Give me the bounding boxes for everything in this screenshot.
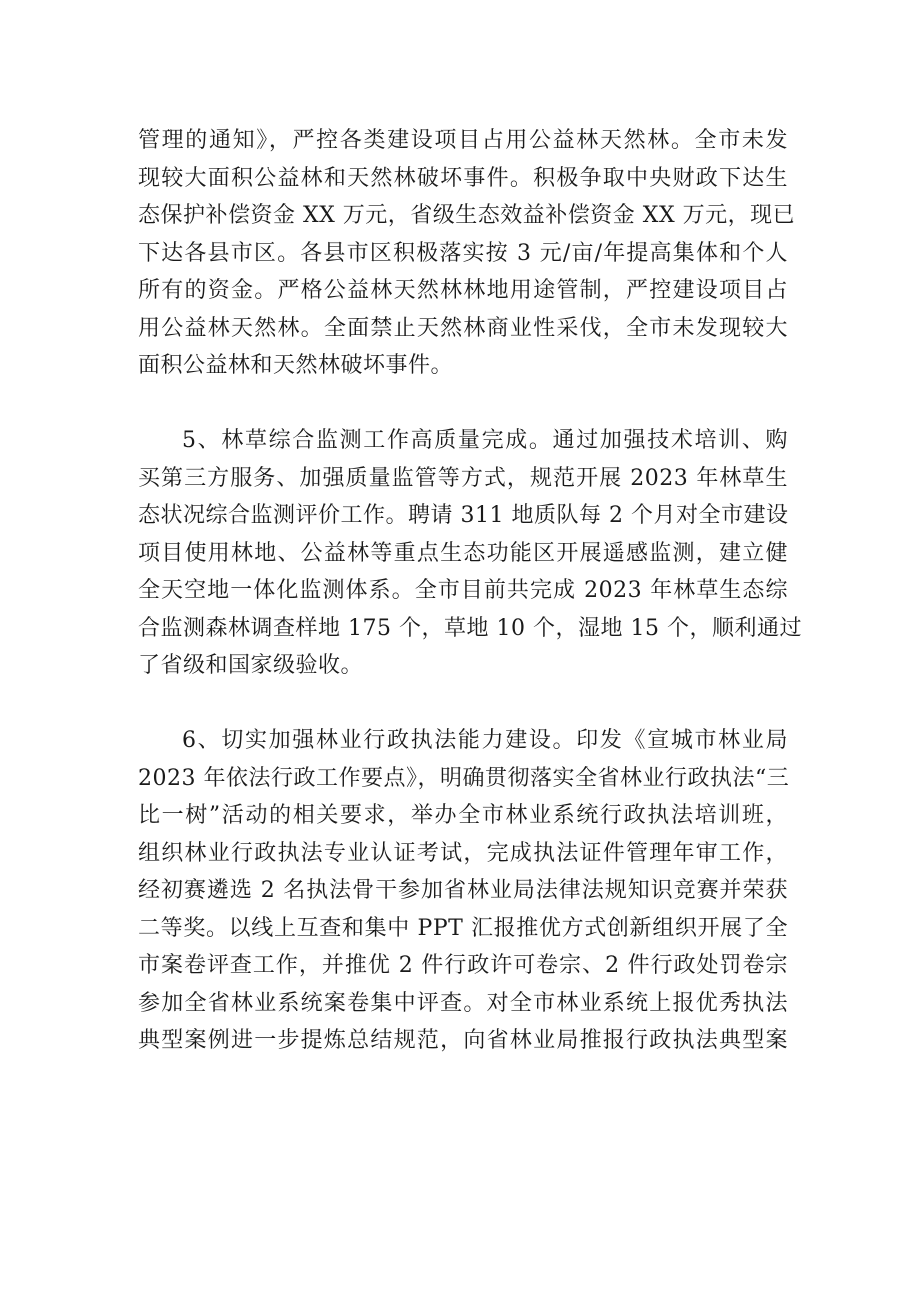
- text-line: 市案卷评查工作，并推优 2 件行政许可卷宗、2 件行政处罚卷宗: [138, 953, 788, 978]
- text-line: 了省级和国家级验收。: [138, 653, 364, 678]
- text-line: 所有的资金。严格公益林天然林林地用途管制，严控建设项目占: [138, 278, 788, 303]
- text-line: 态状况综合监测评价工作。聘请 311 地质队每 2 个月对全市建设: [138, 503, 789, 528]
- text-line: 下达各县市区。各县市区积极落实按 3 元/亩/年提高集体和个人: [138, 240, 788, 266]
- text-line: 比一树”活动的相关要求，举办全市林业系统行政执法培训班，: [138, 803, 788, 828]
- text-line: 合监测森林调查样地 175 个，草地 10 个，湿地 15 个，顺利通过: [138, 615, 802, 641]
- text-line: 组织林业行政执法专业认证考试，完成执法证件管理年审工作，: [138, 840, 788, 866]
- text-line: 6、切实加强林业行政执法能力建设。印发《宣城市林业局: [182, 728, 788, 753]
- text-line: 买第三方服务、加强质量监管等方式，规范开展 2023 年林草生: [138, 465, 788, 491]
- text-line: 2023 年依法行政工作要点》，明确贯彻落实全省林业行政执法“三: [138, 765, 790, 791]
- text-line: 现较大面积公益林和天然林破坏事件。积极争取中央财政下达生: [138, 165, 788, 191]
- text-line: 5、林草综合监测工作高质量完成。通过加强技术培训、购: [182, 428, 788, 453]
- text-line: 全天空地一体化监测体系。全市目前共完成 2023 年林草生态综: [138, 578, 788, 603]
- paragraph-1: [138, 122, 796, 385]
- text-line: 参加全省林业系统案卷集中评查。对全市林业系统上报优秀执法: [138, 990, 788, 1016]
- text-line: 二等奖。以线上互查和集中 PPT 汇报推优方式创新组织开展了全: [138, 915, 788, 941]
- text-line: 项目使用林地、公益林等重点生态功能区开展遥感监测，建立健: [138, 540, 788, 566]
- text-line: 典型案例进一步提炼总结规范，向省林业局推报行政执法典型案: [138, 1028, 788, 1053]
- text-line: 管理的通知》，严控各类建设项目占用公益林天然林。全市未发: [138, 128, 788, 153]
- text-line: 经初赛遴选 2 名执法骨干参加省林业局法律法规知识竞赛并荣获: [138, 878, 788, 903]
- paragraph-2: [138, 422, 802, 685]
- text-line: 用公益林天然林。全面禁止天然林商业性采伐，全市未发现较大: [138, 315, 788, 341]
- text-line: 面积公益林和天然林破坏事件。: [138, 353, 454, 378]
- paragraph-3: [138, 722, 788, 1060]
- text-line: 态保护补偿资金 XX 万元，省级生态效益补偿资金 XX 万元，现已: [138, 203, 796, 228]
